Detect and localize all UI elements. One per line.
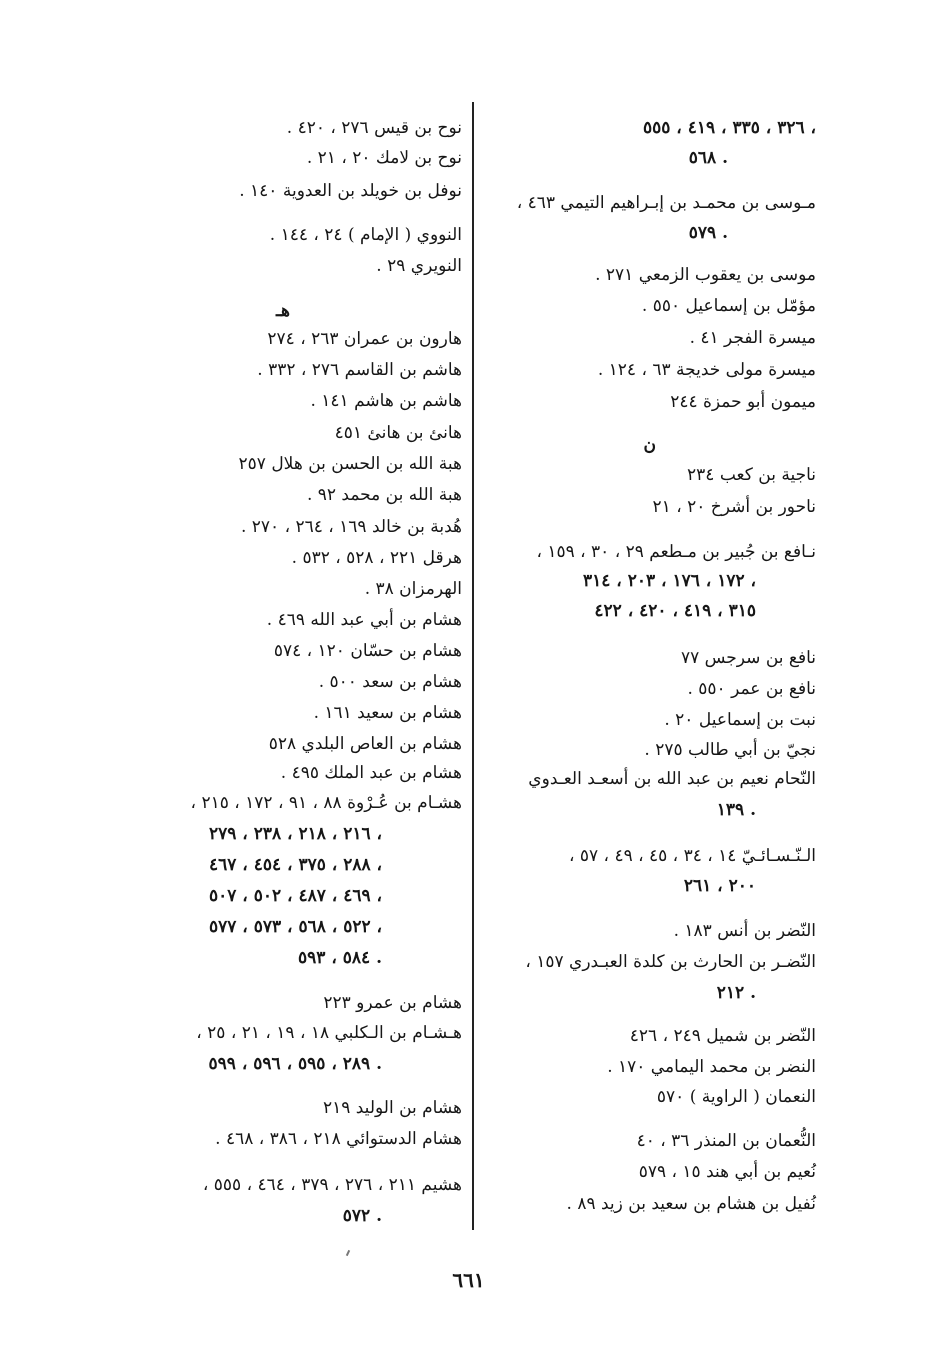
index-entry: موسى بن يعقوب الزمعي ٢٧١ . bbox=[595, 265, 816, 285]
index-entry: ١٧٢ ، ١٧٦ ، ٢٠٣ ، ٣١٤ ، bbox=[582, 571, 756, 591]
index-entry: هارون بن عمران ٢٦٣ ، ٢٧٤ bbox=[267, 329, 462, 349]
index-entry: ٢١٢ . bbox=[716, 983, 756, 1003]
index-entry: ٢٠٠ ، ٢٦١ bbox=[683, 876, 756, 896]
index-entry: ٥٢٢ ، ٥٦٨ ، ٥٧٣ ، ٥٧٧ ، bbox=[208, 917, 382, 937]
right-column bbox=[486, 0, 816, 1367]
index-entry: نافع بن عمر ٥٥٠ . bbox=[687, 679, 816, 699]
index-entry: الهرمزان ٣٨ . bbox=[364, 579, 462, 599]
section-letter-nun: ن bbox=[643, 435, 656, 455]
index-entry: نُفيل بن هشام بن سعيد بن زيد ٨٩ . bbox=[566, 1194, 816, 1214]
index-entry: هبة الله بن الحسن بن هلال ٢٥٧ bbox=[238, 454, 462, 474]
index-entry: نافع بن سرجس ٧٧ bbox=[680, 648, 816, 668]
index-entry: هشام بن سعيد ١٦١ . bbox=[313, 703, 462, 723]
index-entry: هشام بن سعد ٥٠٠ . bbox=[318, 672, 462, 692]
index-entry: نوح بن لامك ٢٠ ، ٢١ . bbox=[306, 148, 462, 168]
section-letter-ha: هـ bbox=[276, 301, 290, 321]
index-entry: ٤٦٩ ، ٤٨٧ ، ٥٠٢ ، ٥٠٧ ، bbox=[208, 886, 382, 906]
index-entry: هشام بن حسّان ١٢٠ ، ٥٧٤ bbox=[273, 641, 462, 661]
index-entry: ١٣٩ . bbox=[716, 800, 756, 820]
index-entry: هـشـام بن الـكلبي ١٨ ، ١٩ ، ٢١ ، ٢٥ ، bbox=[196, 1023, 462, 1043]
index-entry: النضر بن محمد اليمامي ١٧٠ . bbox=[607, 1057, 816, 1077]
index-entry: ٥٨٤ ، ٥٩٣ . bbox=[298, 948, 382, 968]
index-entry: مـوسى بن محمـد بن إبـراهيم التيمي ٤٦٣ ، bbox=[516, 193, 816, 213]
index-entry: ناجية بن كعب ٢٣٤ bbox=[687, 465, 816, 485]
index-entry: ٥٧٩ . bbox=[688, 223, 728, 243]
index-entry: النعمان ( الراوية ) ٥٧٠ bbox=[656, 1087, 816, 1107]
index-entry: هشيم ٢١١ ، ٢٧٦ ، ٣٧٩ ، ٤٦٤ ، ٥٥٥ ، bbox=[202, 1175, 462, 1195]
index-entry: نـافع بن جُبير بن مـطعم ٢٩ ، ٣٠ ، ١٥٩ ، bbox=[536, 542, 816, 562]
index-entry: ناحور بن أشرخ ٢٠ ، ٢١ bbox=[652, 497, 816, 517]
index-entry: النُّعمان بن المنذر ٣٦ ، ٤٠ bbox=[636, 1131, 816, 1151]
left-column bbox=[118, 0, 462, 1367]
index-entry: هشـام بن عُـرْوة ٨٨ ، ٩١ ، ١٧٢ ، ٢١٥ ، bbox=[190, 793, 462, 813]
index-entry: ميسرة مولى خديجة ٦٣ ، ١٢٤ . bbox=[597, 360, 816, 380]
index-entry: نُعيم بن أبي هند ١٥ ، ٥٧٩ bbox=[638, 1162, 816, 1182]
index-entry: ٣٢٦ ، ٣٣٥ ، ٤١٩ ، ٥٥٥ ، bbox=[642, 118, 816, 138]
index-entry: النّحام نعيم بن عبد الله بن أسعـد العـدوي bbox=[528, 769, 816, 789]
index-entry: هشام بن العاص البلدي ٥٢٨ bbox=[268, 734, 462, 754]
index-entry: النّضر بن أنس ١٨٣ . bbox=[673, 921, 816, 941]
index-entry: النّضـر بن الحارث بن كلدة العبـدري ١٥٧ ، bbox=[525, 952, 816, 972]
index-entry: نوح بن قيس ٢٧٦ ، ٤٢٠ . bbox=[286, 118, 462, 138]
index-entry: مؤمّل بن إسماعيل ٥٥٠ . bbox=[641, 296, 816, 316]
index-entry: ٢٨٩ ، ٥٩٥ ، ٥٩٦ ، ٥٩٩ . bbox=[208, 1054, 382, 1074]
index-entry: هاشم بن القاسم ٢٧٦ ، ٣٣٢ . bbox=[257, 360, 462, 380]
index-entry: ميمون أبو حمزة ٢٤٤ bbox=[670, 392, 816, 412]
index-entry: النويري ٢٩ . bbox=[376, 256, 462, 276]
index-entry: ٢٨٨ ، ٣٧٥ ، ٤٥٤ ، ٤٦٧ ، bbox=[208, 855, 382, 875]
index-entry: هشام بن الوليد ٢١٩ bbox=[322, 1098, 462, 1118]
index-entry: ٣١٥ ، ٤١٩ ، ٤٢٠ ، ٤٢٢ bbox=[594, 601, 756, 621]
index-entry: هشام بن أبي عبد الله ٤٦٩ . bbox=[266, 610, 462, 630]
index-entry: النووي ( الإمام ) ٢٤ ، ١٤٤ . bbox=[269, 225, 462, 245]
index-entry: هشام الدستوائي ٢١٨ ، ٣٨٦ ، ٤٦٨ . bbox=[215, 1129, 462, 1149]
index-entry: هانئ بن هانئ ٤٥١ bbox=[334, 423, 462, 443]
page-number: ٦٦١ bbox=[452, 1268, 485, 1292]
index-entry: هاشم بن هاشم ١٤١ . bbox=[310, 391, 462, 411]
index-entry: هشام بن عمرو ٢٢٣ bbox=[323, 993, 462, 1013]
index-entry: نوفل بن خويلد بن العدوية ١٤٠ . bbox=[239, 181, 462, 201]
index-entry: ٥٧٢ . bbox=[342, 1206, 382, 1226]
index-entry: نبت بن إسماعيل ٢٠ . bbox=[664, 710, 816, 730]
index-entry: ٢١٦ ، ٢١٨ ، ٢٣٨ ، ٢٧٩ ، bbox=[208, 824, 382, 844]
index-entry: نجيّ بن أبي طالب ٢٧٥ . bbox=[644, 740, 816, 760]
index-entry: هبة الله بن محمد ٩٢ . bbox=[306, 485, 462, 505]
index-entry: هرقل ٢٢١ ، ٥٢٨ ، ٥٣٢ . bbox=[291, 548, 462, 568]
index-entry: النّضر بن شميل ٢٤٩ ، ٤٢٦ bbox=[629, 1026, 816, 1046]
index-entry: هُدبة بن خالد ١٦٩ ، ٢٦٤ ، ٢٧٠ . bbox=[240, 517, 462, 537]
index-entry: ميسرة الفجر ٤١ . bbox=[689, 328, 816, 348]
index-entry: هشام بن عبد الملك ٤٩٥ . bbox=[280, 763, 462, 783]
index-entry: ٥٦٨ . bbox=[688, 148, 728, 168]
column-divider bbox=[472, 102, 474, 1230]
index-entry: الـنّـسـائـيّ ١٤ ، ٣٤ ، ٤٥ ، ٤٩ ، ٥٧ ، bbox=[568, 846, 816, 866]
